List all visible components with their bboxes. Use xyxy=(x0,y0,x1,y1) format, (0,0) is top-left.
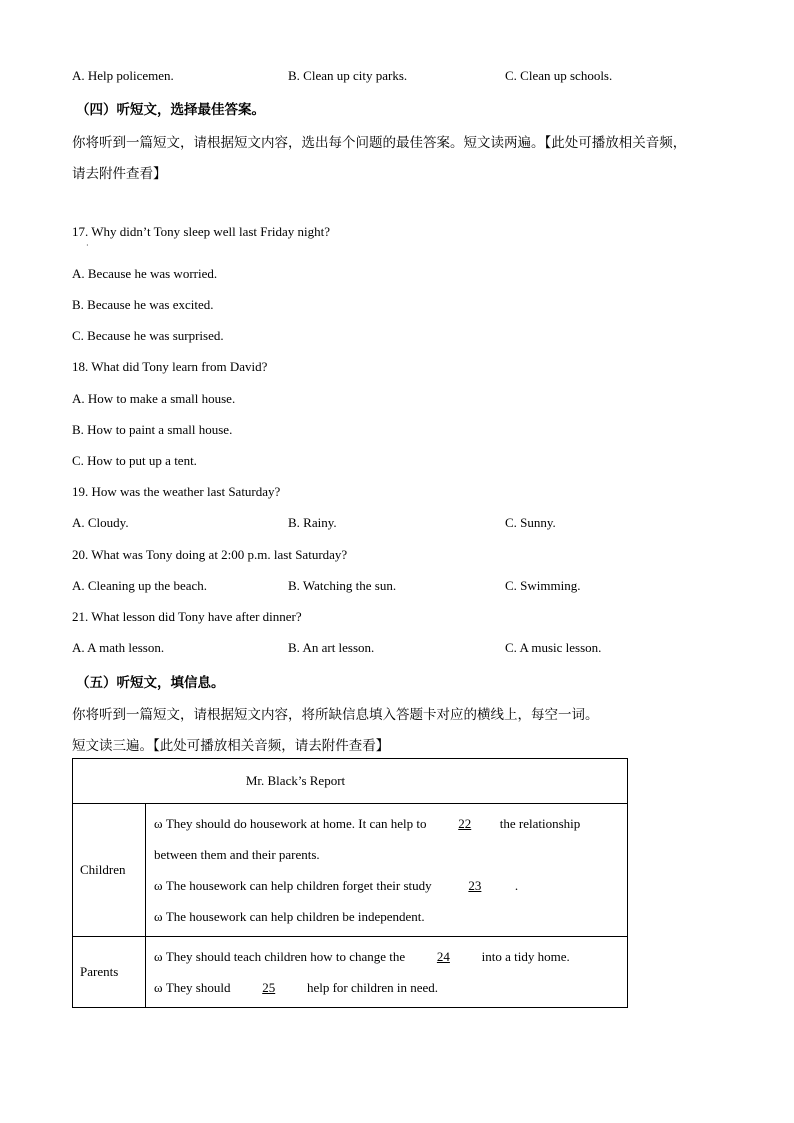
q19-option-b: B. Rainy. xyxy=(288,515,337,530)
q19-option-a: A. Cloudy. xyxy=(72,515,129,530)
section4-instruction-line2: 请去附件查看】 xyxy=(72,166,167,182)
q21-option-a: A. A math lesson. xyxy=(72,640,165,655)
q18-option-b: B. How to paint a small house. xyxy=(72,422,233,437)
blank-24: 24 xyxy=(436,949,450,964)
bullet-mark: ω xyxy=(154,816,163,831)
q16-option-b: B. Clean up city parks. xyxy=(288,68,408,83)
c2-text: The housework can help children forget their study xyxy=(162,878,435,893)
q16-option-c: C. Clean up schools. xyxy=(505,68,613,83)
q17-option-c: C. Because he was surprised. xyxy=(72,328,224,343)
q20-option-a: A. Cleaning up the beach. xyxy=(72,578,208,593)
blank-25: 25 xyxy=(262,980,276,995)
p2-text: They should xyxy=(162,980,234,995)
q18-option-c: C. How to put up a tent. xyxy=(72,453,197,468)
q16-option-a: A. Help policemen. xyxy=(72,68,174,83)
p1-text: They should teach children how to change the xyxy=(162,949,409,964)
q18-option-a: A. How to make a small house. xyxy=(72,391,236,406)
section4-instruction-line1: 你将听到一篇短文，请根据短文内容，选出每个问题的最佳答案。短文读两遍。【此处可播放相关音频， xyxy=(72,135,687,151)
p2-after: help for children in need. xyxy=(303,980,438,995)
parents-cell xyxy=(146,937,628,1008)
c1-text: They should do housework at home. It can help to xyxy=(162,816,430,831)
bullet-mark: ω xyxy=(154,949,163,964)
children-item-3 xyxy=(154,901,619,932)
question-17: 17. Why didn’t Tony sleep well last Friday night? xyxy=(72,224,330,239)
q21-option-b: B. An art lesson. xyxy=(288,640,375,655)
question-21: 21. What lesson did Tony have after dinner? xyxy=(72,609,302,624)
blank-22: 22 xyxy=(458,816,472,831)
q21-option-c: C. A music lesson. xyxy=(505,640,602,655)
bullet-mark: ω xyxy=(154,980,163,995)
children-label: Children xyxy=(73,804,146,937)
children-item-2 xyxy=(154,870,619,901)
parents-item-2 xyxy=(154,972,619,1003)
q20-option-c: C. Swimming. xyxy=(505,578,581,593)
q17-option-a: A. Because he was worried. xyxy=(72,266,218,281)
q20-option-b: B. Watching the sun. xyxy=(288,578,397,593)
section4-heading: （四）听短文，选择最佳答案。 xyxy=(76,102,265,118)
section5-instruction-line1: 你将听到一篇短文，请根据短文内容，将所缺信息填入答题卡对应的横线上，每空一词。 xyxy=(72,707,599,723)
question-20: 20. What was Tony doing at 2:00 p.m. last Saturday? xyxy=(72,547,348,562)
q19-option-c: C. Sunny. xyxy=(505,515,556,530)
bullet-mark: ω xyxy=(154,878,163,893)
children-item-1-cont: between them and their parents. xyxy=(154,847,320,862)
question-19: 19. How was the weather last Saturday? xyxy=(72,484,281,499)
c1-after: the relationship xyxy=(499,816,581,831)
stray-dot: · xyxy=(86,241,89,250)
children-item-1 xyxy=(154,808,619,839)
parents-label: Parents xyxy=(73,937,146,1008)
bullet-mark: ω xyxy=(154,909,163,924)
section5-instruction-line2: 短文读三遍。【此处可播放相关音频，请去附件查看】 xyxy=(72,738,390,754)
report-table xyxy=(72,758,628,1008)
blank-23: 23 xyxy=(468,878,482,893)
children-cell xyxy=(146,804,628,937)
report-title: Mr. Black’s Report xyxy=(73,759,628,804)
c2-after: . xyxy=(514,878,519,893)
c3-text: The housework can help children be independent. xyxy=(162,909,425,924)
q17-option-b: B. Because he was excited. xyxy=(72,297,214,312)
p1-after: into a tidy home. xyxy=(478,949,570,964)
question-18: 18. What did Tony learn from David? xyxy=(72,359,268,374)
section5-heading: （五）听短文，填信息。 xyxy=(76,675,225,691)
parents-item-1 xyxy=(154,941,619,972)
